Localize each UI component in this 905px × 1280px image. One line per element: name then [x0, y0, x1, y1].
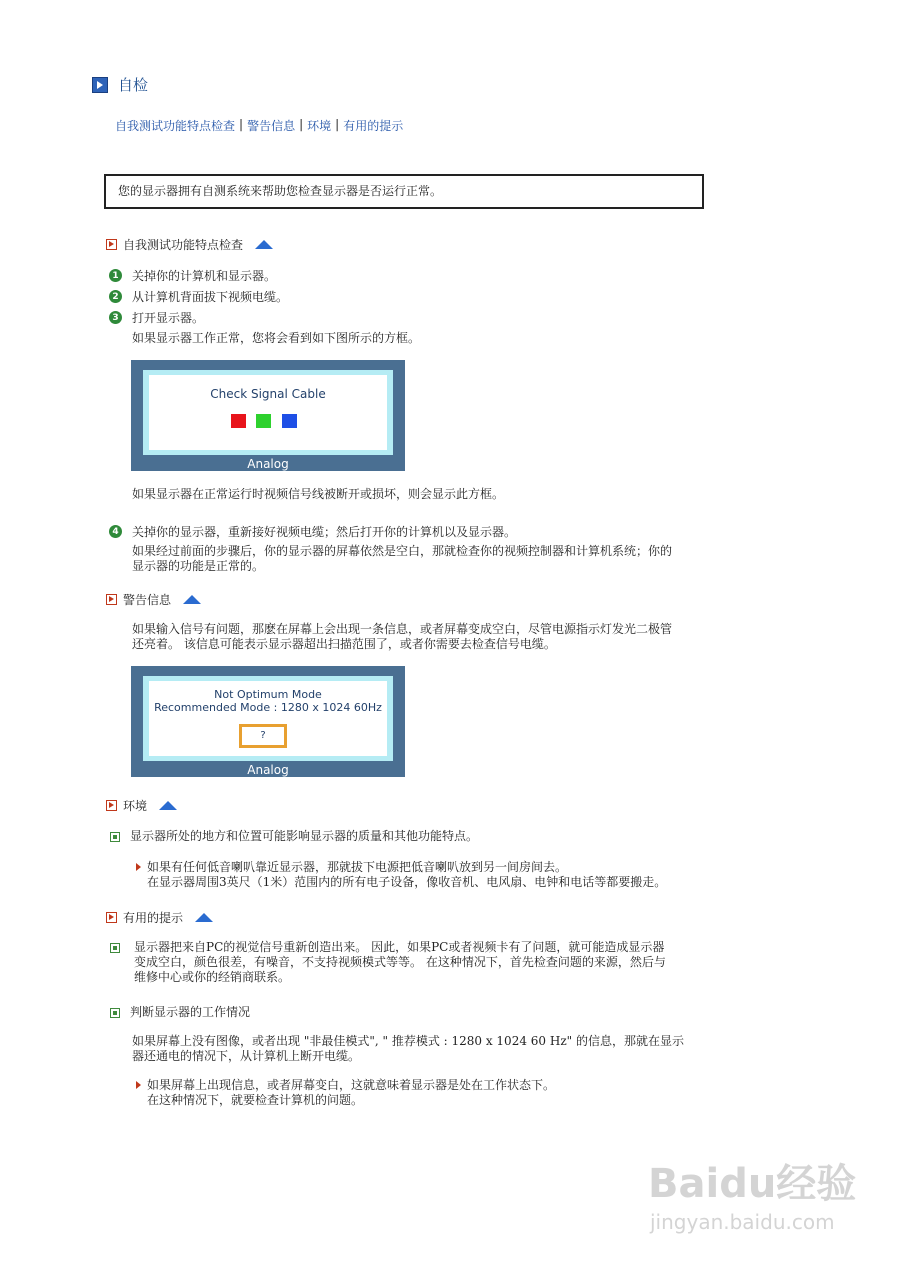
step-2	[109, 288, 288, 305]
help-box-label: ?	[260, 730, 266, 741]
step-number-icon: 4	[109, 525, 122, 538]
monitor-not-optimum	[131, 666, 405, 777]
nav-link-selftest[interactable]: 自我测试功能特点检查	[115, 119, 236, 133]
warning-text	[132, 622, 672, 652]
text-line: 显示器把来自PC的视觉信号重新创造出来。 因此，如果PC或者视频卡有了问题，就可能造成显示器	[134, 940, 665, 954]
watermark-logo: Baidu经验	[648, 1161, 857, 1207]
help-box	[239, 724, 287, 748]
step-text: 关掉你的计算机和显示器。	[132, 269, 277, 283]
nav-link-warning[interactable]: 警告信息	[247, 119, 296, 133]
arrow-right-icon	[136, 1081, 141, 1089]
section-title: 环境	[123, 799, 148, 813]
page-header	[92, 74, 148, 95]
step-1	[109, 267, 276, 284]
tips-subitem	[136, 1078, 555, 1108]
section-heading-selftest	[106, 236, 273, 253]
intro-box: 您的显示器拥有自测系统来帮助您检查显示器是否运行正常。	[104, 174, 704, 209]
blue-square	[282, 414, 297, 428]
monitor-message-line2: Recommended Mode : 1280 x 1024 60Hz	[154, 701, 382, 714]
tips-item-2-text	[132, 1034, 684, 1064]
text-line: 在显示器周围3英尺（1米）范围内的所有电子设备，像收音机、电风扇、电钟和电话等都要搬走。	[147, 875, 667, 889]
item-text: 判断显示器的工作情况	[130, 1005, 251, 1019]
section-heading-warning	[106, 591, 201, 608]
step-4	[109, 523, 516, 540]
environment-item	[110, 829, 478, 844]
text-line: 如果屏幕上出现信息，或者屏幕变白，这就意味着显示器是处在工作状态下。	[147, 1078, 556, 1092]
item-text: 显示器所处的地方和位置可能影响显示器的质量和其他功能特点。	[130, 829, 479, 843]
nav-separator: |	[335, 117, 340, 131]
text-line: 如果屏幕上没有图像，或者出现 "非最佳模式", " 推荐模式 : 1280 x 1024 60 Hz" 的信息，那就在显示	[132, 1034, 684, 1048]
back-to-top-icon[interactable]	[195, 913, 213, 922]
step-number-icon: 3	[109, 311, 122, 324]
step-4-note	[132, 544, 672, 574]
section-title: 自我测试功能特点检查	[123, 238, 244, 252]
step-text: 从计算机背面拔下视频电缆。	[132, 290, 289, 304]
section-title: 警告信息	[123, 593, 172, 607]
section-heading-tips	[106, 909, 213, 926]
item-text	[134, 940, 666, 985]
text-line: 如果经过前面的步骤后，你的显示器的屏幕依然是空白，那就检查你的视频控制器和计算机系统；你的	[132, 544, 673, 558]
step-3	[109, 309, 204, 326]
monitor1-caption: 如果显示器在正常运行时视频信号线被断开或损坏，则会显示此方框。	[132, 487, 505, 501]
section-arrow-icon	[106, 912, 117, 923]
tips-item-2	[110, 1005, 250, 1020]
environment-subitem	[136, 860, 666, 890]
monitor-screen	[149, 375, 387, 450]
green-square	[256, 414, 271, 428]
tips-item-1	[110, 940, 666, 985]
text-line: 在这种情况下，就要检查计算机的问题。	[147, 1093, 364, 1107]
section-arrow-icon	[106, 800, 117, 811]
text-line: 变成空白，颜色很差，有噪音，不支持视频模式等等。 在这种情况下，首先检查问题的来源，然后与	[134, 955, 666, 969]
subitem-text	[147, 860, 666, 890]
text-line: 如果有任何低音喇叭靠近显示器，那就拔下电源把低音喇叭放到另一间房间去。	[147, 860, 568, 874]
text-line: 如果输入信号有问题，那麽在屏幕上会出现一条信息，或者屏幕变成空白，尽管电源指示灯发光二极管	[132, 622, 673, 636]
section-heading-environment	[106, 797, 177, 814]
step-number-icon: 1	[109, 269, 122, 282]
bullet-icon	[110, 943, 120, 953]
back-to-top-icon[interactable]	[255, 240, 273, 249]
bullet-icon	[110, 1008, 120, 1018]
bullet-icon	[110, 832, 120, 842]
red-square	[231, 414, 246, 428]
page-title: 自检	[118, 76, 149, 94]
play-icon	[92, 77, 108, 93]
section-nav	[115, 117, 403, 134]
nav-link-environment[interactable]: 环境	[307, 119, 332, 133]
nav-separator: |	[239, 117, 244, 131]
watermark-url: jingyan.baidu.com	[650, 1210, 835, 1234]
monitor-check-signal	[131, 360, 405, 471]
nav-separator: |	[299, 117, 304, 131]
monitor-message: Check Signal Cable	[210, 387, 326, 401]
nav-link-tips[interactable]: 有用的提示	[343, 119, 404, 133]
back-to-top-icon[interactable]	[159, 801, 177, 810]
arrow-right-icon	[136, 863, 141, 871]
section-title: 有用的提示	[123, 911, 184, 925]
subitem-text	[147, 1078, 555, 1108]
monitor-input-label: Analog	[247, 457, 289, 471]
text-line: 显示器的功能是正常的。	[132, 559, 265, 573]
back-to-top-icon[interactable]	[183, 595, 201, 604]
step-3-note: 如果显示器工作正常，您将会看到如下图所示的方框。	[132, 331, 421, 345]
text-line: 还亮着。 该信息可能表示显示器超出扫描范围了，或者你需要去检查信号电缆。	[132, 637, 556, 651]
section-arrow-icon	[106, 239, 117, 250]
text-line: 维修中心或你的经销商联系。	[134, 970, 291, 984]
text-line: 器还通电的情况下，从计算机上断开电缆。	[132, 1049, 361, 1063]
step-text: 打开显示器。	[132, 311, 205, 325]
section-arrow-icon	[106, 594, 117, 605]
monitor-input-label: Analog	[247, 763, 289, 777]
monitor-message-line1: Not Optimum Mode	[214, 688, 322, 701]
step-text: 关掉你的显示器，重新接好视频电缆；然后打开你的计算机以及显示器。	[132, 525, 517, 539]
step-number-icon: 2	[109, 290, 122, 303]
